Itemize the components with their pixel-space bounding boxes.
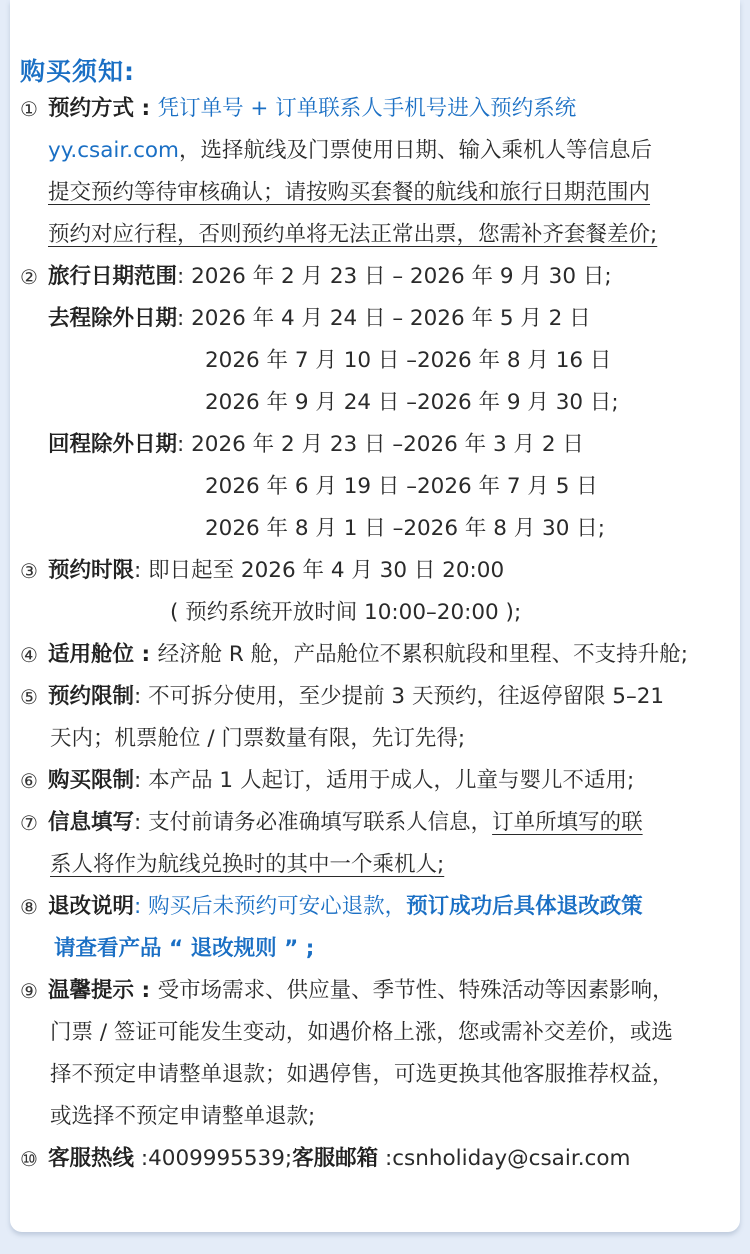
outbound-exclusion-range-2: 2026 年 7 月 10 日 –2026 年 8 月 16 日	[205, 348, 612, 373]
outbound-exclusion-range-3: 2026 年 9 月 24 日 –2026 年 9 月 30 日;	[205, 390, 619, 415]
return-exclusion-range-2: 2026 年 6 月 19 日 –2026 年 7 月 5 日	[205, 474, 598, 499]
hotline-number[interactable]: :4009995539;	[134, 1146, 293, 1171]
item-1-number: ①	[20, 97, 38, 121]
item-9-text-2: 门票 / 签证可能发生变动，如遇价格上涨，您或需补交差价，或选	[50, 1020, 673, 1045]
item-6-value: : 本产品 1 人起订，适用于成人，儿童与婴儿不适用;	[134, 768, 635, 793]
refund-rules-link[interactable]: 请查看产品 “ 退改规则 ” ;	[54, 936, 315, 961]
item-1-text-4: 预约对应行程，否则预约单将无法正常出票，您需补齐套餐差价;	[48, 222, 658, 247]
item-5-text-2: 天内；机票舱位 / 门票数量有限，先订先得;	[50, 726, 466, 751]
item-4-label: 适用舱位 :	[48, 642, 158, 667]
item-7-text-2: 系人将作为航线兑换时的其中一个乘机人;	[50, 852, 445, 877]
item-9-text-3: 择不预定申请整单退款；如遇停售，可选更换其他客服推荐权益，	[50, 1062, 674, 1087]
return-exclusion-label: 回程除外日期	[48, 432, 178, 457]
item-3-text-2: ( 预约系统开放时间 10:00–20:00 );	[170, 600, 522, 625]
item-2-label: 旅行日期范围	[48, 264, 178, 289]
item-5-label: 预约限制	[48, 684, 135, 709]
item-3-value: : 即日起至 2026 年 4 月 30 日 20:00	[134, 558, 505, 583]
item-5-value: : 不可拆分使用，至少提前 3 天预约，往返停留限 5–21	[134, 684, 665, 709]
item-8-value: : 购买后未预约可安心退款，	[134, 894, 407, 919]
item-8-value-bold: 预订成功后具体退改政策	[406, 894, 643, 919]
return-exclusion-range-1: : 2026 年 2 月 23 日 –2026 年 3 月 2 日	[177, 432, 584, 457]
outbound-exclusion-label: 去程除外日期	[48, 306, 178, 331]
item-1-text-3: 提交预约等待审核确认；请按购买套餐的航线和旅行日期范围内	[48, 180, 651, 205]
item-10-number: ⑩	[20, 1147, 38, 1171]
notice-title: 购买须知:	[20, 57, 135, 86]
item-2-number: ②	[20, 265, 38, 289]
item-2-value: : 2026 年 2 月 23 日 – 2026 年 9 月 30 日;	[177, 264, 612, 289]
item-1-value: 凭订单号 + 订单联系人手机号进入预约系统	[157, 96, 577, 121]
item-4-number: ④	[20, 643, 38, 667]
item-9-text-4: 或选择不预定申请整单退款;	[50, 1104, 316, 1129]
item-6-number: ⑥	[20, 769, 38, 793]
email-label: 客服邮箱	[292, 1146, 379, 1171]
return-exclusion-range-3: 2026 年 8 月 1 日 –2026 年 8 月 30 日;	[205, 516, 605, 541]
item-9-value: 受市场需求、供应量、季节性、特殊活动等因素影响，	[157, 978, 674, 1003]
item-7-label: 信息填写	[48, 810, 135, 835]
item-4-value: 经济舱 R 舱，产品舱位不累积航段和里程、不支持升舱;	[157, 642, 688, 667]
booking-site-link[interactable]: yy.csair.com	[48, 138, 180, 163]
outbound-exclusion-range-1: : 2026 年 4 月 24 日 – 2026 年 5 月 2 日	[177, 306, 591, 331]
item-1-label: 预约方式 :	[48, 96, 158, 121]
item-9-label: 温馨提示 :	[48, 978, 158, 1003]
item-7-value: : 支付前请务必准确填写联系人信息，	[134, 810, 493, 835]
item-9-number: ⑨	[20, 979, 38, 1003]
item-3-number: ③	[20, 559, 38, 583]
hotline-label: 客服热线	[48, 1146, 135, 1171]
item-1-text-2: ，选择航线及门票使用日期、输入乘机人等信息后	[179, 138, 653, 163]
item-5-number: ⑤	[20, 685, 38, 709]
item-3-label: 预约时限	[48, 558, 135, 583]
item-6-label: 购买限制	[48, 768, 135, 793]
item-8-number: ⑧	[20, 895, 38, 919]
item-7-number: ⑦	[20, 811, 38, 835]
item-7-value-underlined: 订单所填写的联	[492, 810, 643, 835]
email-address[interactable]: :csnholiday@csair.com	[378, 1146, 631, 1171]
item-8-label: 退改说明	[48, 894, 135, 919]
